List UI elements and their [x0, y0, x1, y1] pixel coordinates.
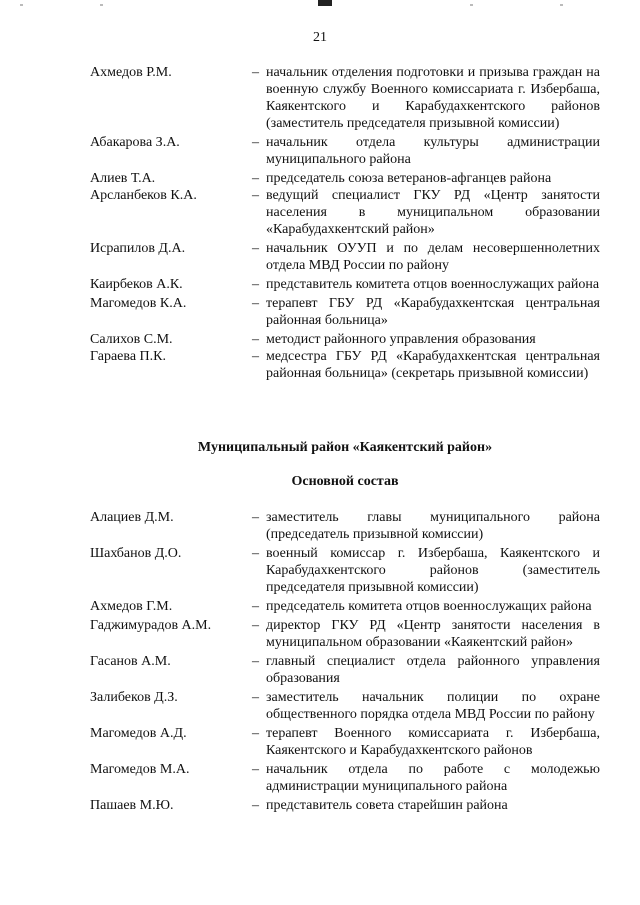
- member-role: начальник ОУУП и по делам несовершеннолетних отдела МВД России по району: [266, 241, 600, 273]
- member-name: Ахмедов Р.М.: [90, 65, 172, 80]
- member-name: Гасанов А.М.: [90, 654, 171, 669]
- member-role: начальник отделения подготовки и призыва граждан на военную службу Военного комиссариата г. Избербаша, Каякентского и Карабудахкентского районов (заместитель председателя призывной комиссии): [266, 65, 600, 131]
- scan-dot: [100, 4, 103, 6]
- member-role: заместитель начальник полиции по охране общественного порядка отдела МВД России по району: [266, 690, 600, 722]
- dash: –: [252, 349, 259, 364]
- scan-dot: [20, 4, 23, 6]
- member-row: [90, 276, 600, 293]
- member-role: заместитель главы муниципального района (председатель призывной комиссии): [266, 510, 600, 542]
- dash: –: [252, 171, 259, 186]
- member-row: [90, 348, 600, 382]
- dash: –: [252, 241, 259, 256]
- member-name: Исрапилов Д.А.: [90, 241, 186, 256]
- member-name: Залибеков Д.З.: [90, 690, 178, 705]
- dash: –: [252, 599, 259, 614]
- page-number: 21: [313, 30, 327, 45]
- member-name: Гаджимурадов А.М.: [90, 618, 212, 633]
- member-role: терапевт ГБУ РД «Карабудахкентская центральная районная больница»: [266, 296, 600, 328]
- member-row: [90, 598, 600, 615]
- member-list-section1: [90, 64, 600, 382]
- dash: –: [252, 762, 259, 777]
- member-role: методист районного управления образования: [266, 332, 536, 347]
- member-name: Алациев Д.М.: [90, 510, 174, 525]
- member-name: Салихов С.М.: [90, 332, 173, 347]
- member-role: председатель комитета отцов военнослужащих района: [266, 599, 592, 614]
- member-role: главный специалист отдела районного управления образования: [266, 654, 600, 686]
- member-row: [90, 545, 600, 596]
- member-name: Шахбанов Д.О.: [90, 546, 182, 561]
- scan-dot: [470, 4, 473, 6]
- dash: –: [252, 277, 259, 292]
- dash: –: [252, 798, 259, 813]
- dash: –: [252, 510, 259, 525]
- member-row: [90, 509, 600, 543]
- dash: –: [252, 654, 259, 669]
- member-name: Ахмедов Г.М.: [90, 599, 173, 614]
- member-name: Каирбеков А.К.: [90, 277, 183, 292]
- member-name: Магомедов К.А.: [90, 296, 187, 311]
- member-role: директор ГКУ РД «Центр занятости населения в муниципальном образовании «Каякентский район»: [266, 618, 600, 650]
- dash: –: [252, 135, 259, 150]
- member-row: [90, 761, 600, 795]
- member-role: терапевт Военного комиссариата г. Избербаша, Каякентского и Карабудахкентского районов: [266, 726, 600, 758]
- member-list-section2: [90, 509, 600, 814]
- member-role: военный комиссар г. Избербаша, Каякентского и Карабудахкентского районов (заместитель председателя призывной комиссии): [266, 546, 600, 595]
- dash: –: [252, 618, 259, 633]
- member-role: представитель комитета отцов военнослужащих района: [266, 277, 600, 292]
- dash: –: [252, 332, 259, 347]
- member-name: Магомедов А.Д.: [90, 726, 187, 741]
- scan-dot: [560, 4, 563, 6]
- member-row: [90, 617, 600, 651]
- member-row: [90, 170, 600, 187]
- member-row: [90, 240, 600, 274]
- member-row: [90, 689, 600, 723]
- member-row: [90, 797, 600, 814]
- member-role: ведущий специалист ГКУ РД «Центр занятости населения в муниципальном образовании «Карабудахкентский район»: [266, 188, 600, 237]
- dash: –: [252, 296, 259, 311]
- member-role: председатель союза ветеранов-афганцев района: [266, 171, 552, 186]
- member-name: Гараева П.К.: [90, 349, 166, 364]
- member-role: начальник отдела культуры администрации муниципального района: [266, 135, 600, 167]
- member-row: [90, 134, 600, 168]
- member-role: медсестра ГБУ РД «Карабудахкентская центральная районная больница» (секретарь призывной комиссии): [266, 349, 600, 381]
- dash: –: [252, 546, 259, 561]
- dash: –: [252, 188, 259, 203]
- member-name: Абакарова З.А.: [90, 135, 180, 150]
- member-row: [90, 187, 600, 238]
- dash: –: [252, 690, 259, 705]
- member-row: [90, 653, 600, 687]
- member-row: [90, 331, 600, 348]
- member-role: представитель совета старейшин района: [266, 798, 508, 813]
- member-row: [90, 295, 600, 329]
- member-name: Арсланбеков К.А.: [90, 188, 197, 203]
- member-row: [90, 64, 600, 132]
- member-role: начальник отдела по работе с молодежью администрации муниципального района: [266, 762, 600, 794]
- dash: –: [252, 726, 259, 741]
- dash: –: [252, 65, 259, 80]
- composition-heading: Основной состав: [291, 474, 399, 489]
- member-row: [90, 725, 600, 759]
- member-name: Магомедов М.А.: [90, 762, 190, 777]
- district-heading: Муниципальный район «Каякентский район»: [197, 440, 493, 455]
- member-name: Алиев Т.А.: [90, 171, 156, 186]
- member-name: Пашаев М.Ю.: [90, 798, 174, 813]
- scan-mark: [318, 0, 332, 6]
